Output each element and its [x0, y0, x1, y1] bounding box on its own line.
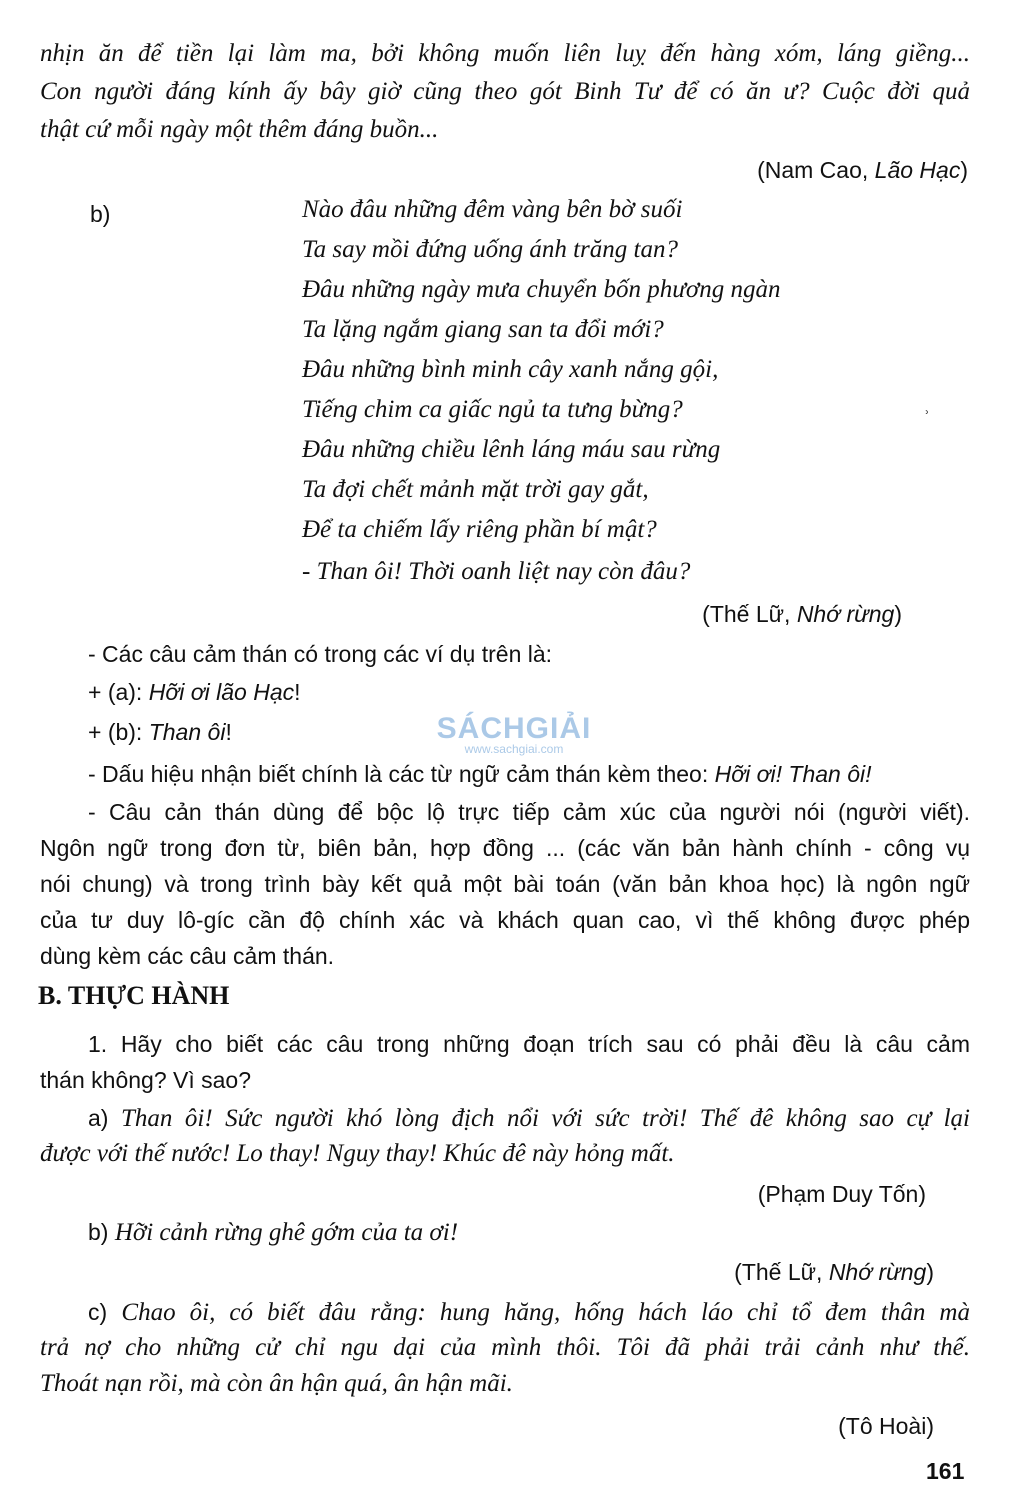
question-line: thán không? Vì sao? [40, 1067, 251, 1093]
citation-work: Nhớ rừng [796, 601, 895, 627]
item-text: Hỡi ơi lão Hạc [148, 679, 295, 705]
example-text: Hỡi cảnh rừng ghê gớm của ta ơi! [114, 1219, 459, 1246]
sign-prefix: - Dấu hiệu nhận biết chính là các từ ngữ cảm thán kèm theo: [88, 761, 715, 787]
analysis-paragraph-line: dùng kèm các câu cảm thán. [40, 943, 335, 969]
page-number: 161 [926, 1458, 965, 1484]
example-label-b: b) [90, 201, 111, 227]
example-b-line [88, 1214, 1018, 1251]
example-c-line: trả nợ cho những cử chỉ ngu dại của mình thôi. Tôi đã phải trải cảnh như thế. [40, 1334, 970, 1361]
citation-close: ) [926, 1259, 934, 1285]
source-citation-b [40, 596, 902, 632]
citation-close: ) [960, 157, 968, 183]
poem-line: Ta đợi chết mảnh mặt trời gay gắt, [302, 476, 649, 503]
sign-words: Hỡi ơi! Than ôi! [714, 761, 872, 787]
analysis-item-a [88, 674, 1018, 710]
top-paragraph-line: thật cứ mỗi ngày một thêm đáng buồn... [40, 116, 439, 143]
stray-mark: ⸒ [924, 394, 930, 414]
watermark [414, 712, 614, 756]
top-paragraph-line: Con người đáng kính ấy bây giờ cũng theo gót Binh Tư để có ăn ư? Cuộc đời quả [40, 78, 970, 105]
source-citation-a [40, 152, 968, 188]
poem-line: - Than ôi! Thời oanh liệt nay còn đâu? [302, 558, 691, 585]
item-prefix: + (a): [88, 679, 149, 705]
example-label: c) [88, 1299, 122, 1325]
poem-line: Để ta chiếm lấy riêng phần bí mật? [302, 516, 657, 543]
item-suffix: ! [225, 719, 232, 745]
section-heading: B. THỰC HÀNH [38, 981, 230, 1010]
analysis-intro: - Các câu cảm thán có trong các ví dụ trên là: [88, 641, 553, 667]
analysis-paragraph-line: - Câu cản thán dùng để bộc lộ trực tiếp cảm xúc của người nói (người viết). [88, 799, 970, 825]
poem-line: Đâu những bình minh cây xanh nắng gội, [302, 356, 719, 383]
item-text: Than ôi [148, 719, 226, 745]
question-line: 1. Hãy cho biết các câu trong những đoạn trích sau có phải đều là câu cảm [88, 1031, 970, 1057]
citation-work: Lão Hạc [874, 157, 961, 183]
source-citation [40, 1254, 934, 1290]
citation-work: Nhớ rừng [828, 1259, 927, 1285]
poem-line: Tiếng chim ca giấc ngủ ta tưng bừng? [302, 396, 683, 423]
item-suffix: ! [294, 679, 301, 705]
citation-author: (Thế Lữ, [734, 1259, 829, 1285]
source-citation: (Phạm Duy Tốn) [757, 1181, 926, 1207]
example-label: b) [88, 1219, 115, 1245]
example-label: a) [88, 1105, 122, 1131]
example-text: Than ôi! Sức người khó lòng địch nổi với sức trời! Thế đê không sao cự lại [121, 1105, 970, 1132]
watermark-site: www.sachgiai.com [464, 742, 564, 756]
citation-author: (Thế Lữ, [702, 601, 797, 627]
example-a-line [88, 1100, 970, 1137]
poem-line: Ta say mồi đứng uống ánh trăng tan? [302, 236, 678, 263]
analysis-paragraph-line: Ngôn ngữ trong đơn từ, biên bản, hợp đồng ... (các văn bản hành chính - công vụ [40, 835, 970, 861]
example-c-line: Thoát nạn rồi, mà còn ân hận quá, ân hận mãi. [40, 1370, 513, 1397]
poem-line: Nào đâu những đêm vàng bên bờ suối [302, 196, 683, 223]
example-text: Chao ôi, có biết đâu rằng: hung hăng, hống hách láo chỉ tổ đem thân mà [121, 1299, 970, 1326]
citation-author: (Nam Cao, [757, 157, 875, 183]
poem-line: Đâu những ngày mưa chuyển bốn phương ngàn [302, 276, 781, 303]
analysis-paragraph-line: nói chung) và trong trình bày kết quả một bài toán (văn bản khoa học) là ngôn ngữ [40, 871, 970, 897]
source-citation: (Tô Hoài) [838, 1413, 934, 1439]
analysis-paragraph-line: của tư duy lô-gíc cần độ chính xác và khách quan cao, vì thế không được phép [40, 907, 970, 933]
item-prefix: + (b): [88, 719, 149, 745]
citation-close: ) [894, 601, 902, 627]
example-a-line: được với thế nước! Lo thay! Nguy thay! Khúc đê này hỏng mất. [40, 1140, 675, 1167]
analysis-sign [88, 756, 970, 792]
poem-line: Đâu những chiều lênh láng máu sau rừng [302, 436, 721, 463]
top-paragraph-line: nhịn ăn để tiền lại làm ma, bởi không muốn liên luỵ đến hàng xóm, láng giềng... [40, 40, 970, 67]
watermark-brand: SÁCHGIẢI [436, 712, 592, 745]
example-c-line [88, 1294, 970, 1331]
poem-line: Ta lặng ngắm giang san ta đổi mới? [302, 316, 664, 343]
